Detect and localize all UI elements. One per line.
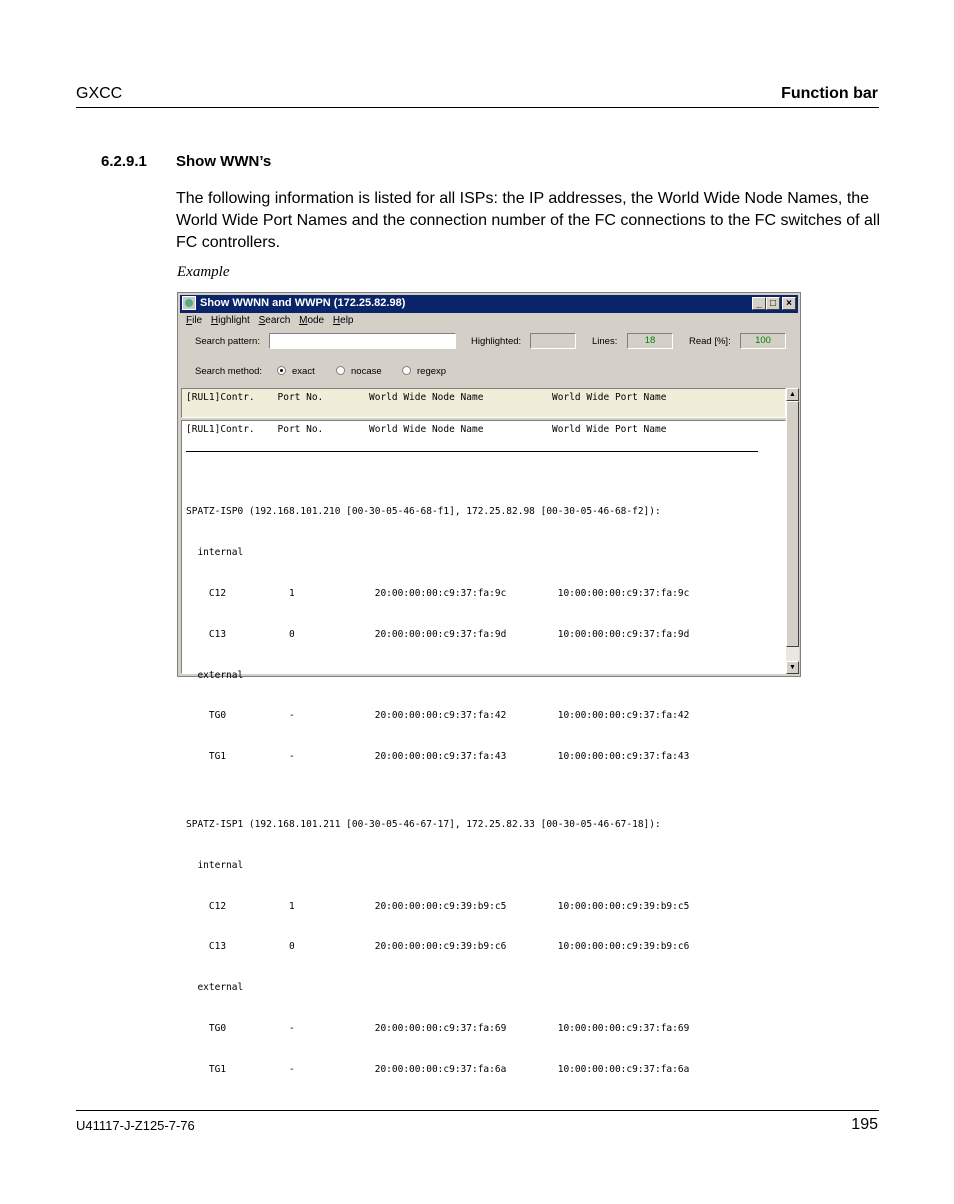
highlight-header-line: [RUL1]Contr. Port No. World Wide Node Name World Wide Port Name (186, 392, 667, 403)
body-paragraph: The following information is listed for all ISPs: the IP addresses, the World Wide Node Names, the World Wide Port Names and the connection number of the FC connections to the FC switches of all FC controllers. (176, 190, 881, 251)
document-id: U41117-J-Z125-7-76 (76, 1118, 195, 1133)
example-caption: Example (177, 264, 230, 280)
wwn-window (177, 292, 801, 1075)
menu-file[interactable]: File (186, 315, 203, 326)
window-titlebar[interactable] (180, 295, 798, 313)
menu-mode[interactable]: Mode (299, 315, 325, 326)
output-line: internal (186, 859, 244, 871)
window-title: Show WWNN and WWPN (172.25.82.98) (200, 297, 406, 309)
radio-regexp-label: regexp (417, 366, 447, 377)
output-line: internal (186, 547, 244, 559)
output-line: SPATZ-ISP0 (192.168.101.210 [00-30-05-46-68-f1], 172.25.82.98 [00-30-05-46-68-f2]): (186, 506, 661, 518)
radio-nocase[interactable] (336, 366, 345, 375)
section-number: 6.2.9.1 (101, 153, 147, 170)
menu-highlight[interactable]: Highlight (210, 315, 250, 326)
read-label: Read [%]: (689, 336, 731, 347)
menu-bar (186, 315, 360, 326)
scroll-down-icon[interactable]: ▼ (786, 661, 799, 674)
lines-label: Lines: (592, 336, 618, 347)
lines-field: 18 (627, 333, 673, 349)
output-line: external (186, 669, 244, 681)
output-line: C12 1 20:00:00:00:c9:37:fa:9c 10:00:00:00:c9:37:fa:9c (186, 587, 690, 599)
output-body (186, 451, 689, 1104)
header-rule (76, 107, 879, 108)
search-method-label: Search method: (195, 366, 263, 377)
search-pattern-input[interactable] (269, 333, 456, 349)
page-number: 195 (851, 1116, 878, 1133)
output-line: TG1 - 20:00:00:00:c9:37:fa:43 10:00:00:00:c9:37:fa:43 (186, 751, 690, 763)
output-line: C12 1 20:00:00:00:c9:39:b9:c5 10:00:00:00:c9:39:b9:c5 (186, 900, 690, 912)
highlighted-field (530, 333, 576, 349)
output-line: TG0 - 20:00:00:00:c9:37:fa:42 10:00:00:00:c9:37:fa:42 (186, 710, 690, 722)
highlighted-label: Highlighted: (471, 336, 522, 347)
scroll-thumb[interactable] (786, 401, 799, 647)
output-line: TG0 - 20:00:00:00:c9:37:fa:69 10:00:00:00:c9:37:fa:69 (186, 1022, 690, 1034)
footer-rule (76, 1110, 879, 1111)
output-line: SPATZ-ISP1 (192.168.101.211 [00-30-05-46-67-17], 172.25.82.33 [00-30-05-46-67-18]): (186, 819, 661, 831)
minimize-button[interactable]: _ (752, 297, 766, 310)
menu-help[interactable]: Help (332, 315, 354, 326)
output-line: C13 0 20:00:00:00:c9:39:b9:c6 10:00:00:00:c9:39:b9:c6 (186, 941, 690, 953)
read-field: 100 (740, 333, 786, 349)
app-icon (182, 296, 196, 310)
maximize-button[interactable]: □ (766, 297, 780, 310)
menu-search[interactable]: Search (258, 315, 291, 326)
close-button[interactable]: × (782, 297, 796, 310)
radio-regexp[interactable] (402, 366, 411, 375)
section-title: Show WWN’s (176, 153, 272, 170)
radio-exact[interactable] (277, 366, 286, 375)
output-line: TG1 - 20:00:00:00:c9:37:fa:6a 10:00:00:00:c9:37:fa:6a (186, 1063, 690, 1075)
running-header-left: GXCC (76, 85, 123, 102)
output-pane[interactable] (181, 420, 786, 1075)
radio-exact-label: exact (292, 366, 315, 377)
scroll-up-icon[interactable]: ▲ (786, 388, 799, 401)
highlight-pane[interactable] (181, 388, 786, 418)
vertical-scrollbar[interactable] (786, 388, 799, 674)
radio-nocase-label: nocase (351, 366, 382, 377)
output-header-line: [RUL1]Contr. Port No. World Wide Node Name World Wide Port Name (186, 424, 667, 435)
output-line: external (186, 982, 244, 994)
search-pattern-label: Search pattern: (195, 336, 260, 347)
output-line: C13 0 20:00:00:00:c9:37:fa:9d 10:00:00:00:c9:37:fa:9d (186, 628, 690, 640)
running-header-right: Function bar (781, 85, 878, 102)
